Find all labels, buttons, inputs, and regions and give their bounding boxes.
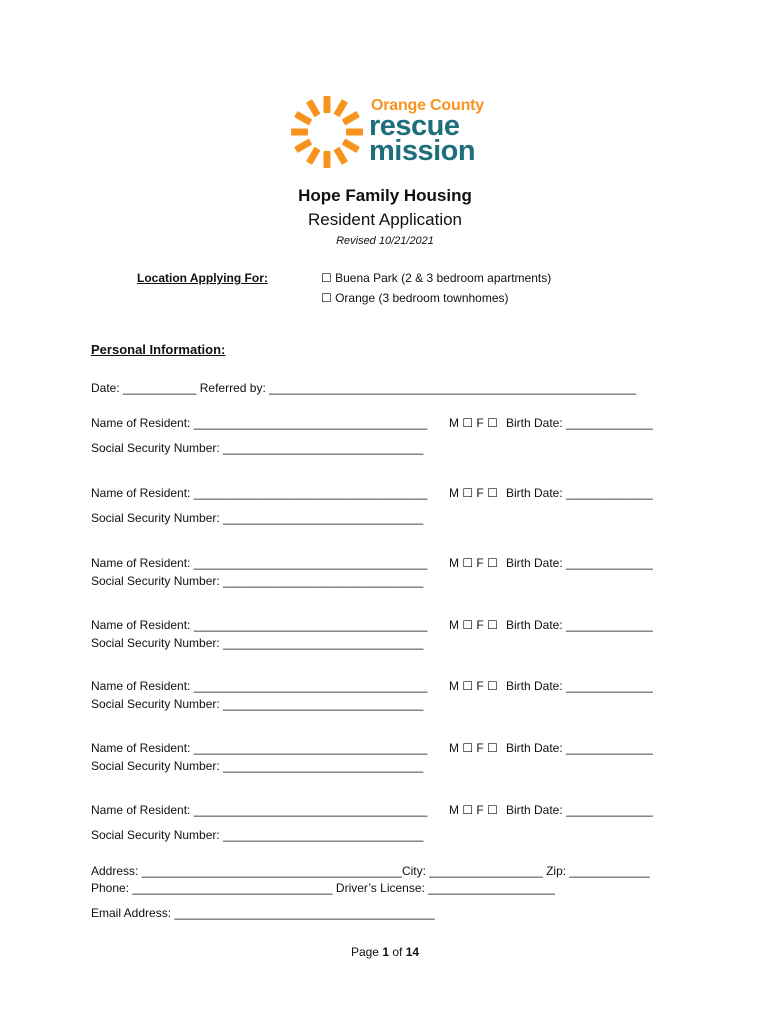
page-current: 1	[382, 945, 389, 959]
location-option-orange[interactable]: ☐ Orange (3 bedroom townhomes)	[321, 291, 509, 305]
resident-name-field-7[interactable]: Name of Resident: ___________________________________	[91, 803, 428, 817]
gender-checkbox-2[interactable]: M ☐ F ☐	[449, 486, 498, 500]
page-prefix: Page	[350, 945, 383, 959]
location-option-buena-park[interactable]: ☐ Buena Park (2 & 3 bedroom apartments)	[321, 271, 552, 285]
ssn-field-4[interactable]: Social Security Number: ______________________________	[91, 636, 424, 650]
birth-date-field-1[interactable]: Birth Date: _____________	[506, 416, 653, 430]
resident-name-field-5[interactable]: Name of Resident: ___________________________________	[91, 679, 428, 693]
birth-date-field-5[interactable]: Birth Date: _____________	[506, 679, 653, 693]
revision-date: Revised 10/21/2021	[336, 235, 434, 247]
ssn-field-1[interactable]: Social Security Number: ______________________________	[91, 441, 424, 455]
gender-checkbox-4[interactable]: M ☐ F ☐	[449, 618, 498, 632]
gender-checkbox-3[interactable]: M ☐ F ☐	[449, 556, 498, 570]
org-name-rescue: rescue	[369, 110, 460, 142]
email-field[interactable]: Email Address: _______________________________________	[91, 906, 435, 920]
ssn-field-6[interactable]: Social Security Number: ______________________________	[91, 759, 424, 773]
ssn-field-3[interactable]: Social Security Number: ______________________________	[91, 574, 424, 588]
resident-name-field-3[interactable]: Name of Resident: ___________________________________	[91, 556, 428, 570]
date-referred-field[interactable]: Date: ___________ Referred by: _______________________________________________________	[91, 381, 637, 395]
birth-date-field-6[interactable]: Birth Date: _____________	[506, 741, 653, 755]
birth-date-field-7[interactable]: Birth Date: _____________	[506, 803, 653, 817]
ssn-field-7[interactable]: Social Security Number: ______________________________	[91, 828, 424, 842]
page-title: Hope Family Housing	[298, 186, 472, 205]
resident-name-field-4[interactable]: Name of Resident: ___________________________________	[91, 618, 428, 632]
birth-date-field-2[interactable]: Birth Date: _____________	[506, 486, 653, 500]
section-heading-personal: Personal Information:	[91, 342, 226, 357]
birth-date-field-3[interactable]: Birth Date: _____________	[506, 556, 653, 570]
page-subtitle: Resident Application	[307, 210, 463, 229]
page-number	[0, 945, 770, 959]
org-name-top: Orange County	[371, 97, 484, 114]
phone-license-field[interactable]: Phone: ______________________________ Driver’s License: ___________________	[91, 881, 555, 895]
page-total: 14	[405, 945, 420, 959]
address-field[interactable]: Address: _______________________________________City: _________________ Zip: ____________	[91, 864, 650, 878]
ssn-field-5[interactable]: Social Security Number: ______________________________	[91, 697, 424, 711]
gender-checkbox-7[interactable]: M ☐ F ☐	[449, 803, 498, 817]
ssn-field-2[interactable]: Social Security Number: ______________________________	[91, 511, 424, 525]
location-label: Location Applying For:	[137, 271, 268, 285]
resident-name-field-2[interactable]: Name of Resident: ___________________________________	[91, 486, 428, 500]
birth-date-field-4[interactable]: Birth Date: _____________	[506, 618, 653, 632]
gender-checkbox-1[interactable]: M ☐ F ☐	[449, 416, 498, 430]
org-name-mission: mission	[369, 135, 476, 167]
gender-checkbox-6[interactable]: M ☐ F ☐	[449, 741, 498, 755]
resident-name-field-1[interactable]: Name of Resident: ___________________________________	[91, 416, 428, 430]
sunburst-icon	[287, 92, 367, 172]
gender-checkbox-5[interactable]: M ☐ F ☐	[449, 679, 498, 693]
page-of: of	[389, 945, 406, 959]
resident-name-field-6[interactable]: Name of Resident: ___________________________________	[91, 741, 428, 755]
